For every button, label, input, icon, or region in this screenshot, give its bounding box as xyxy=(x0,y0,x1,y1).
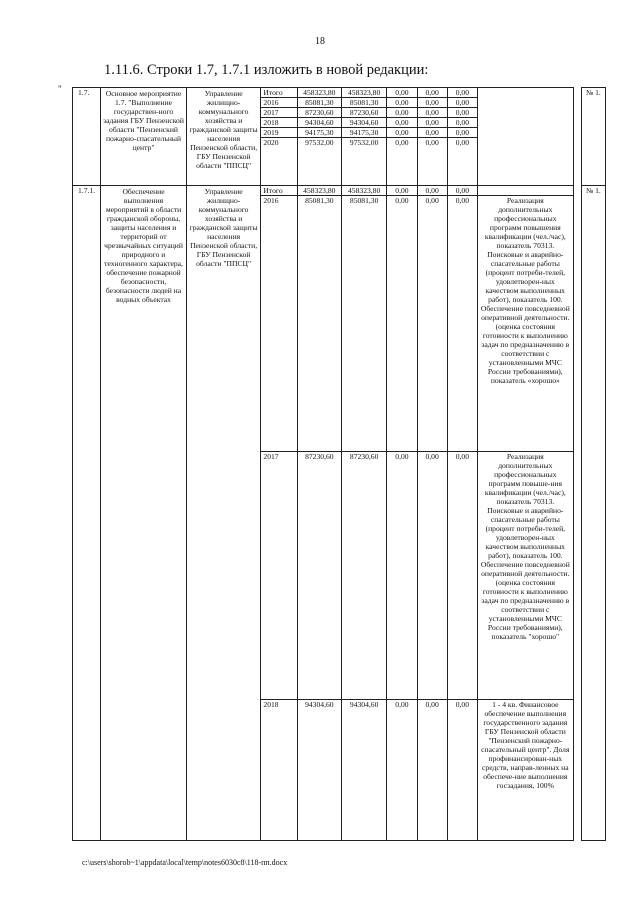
value-cell: 0,00 xyxy=(387,700,417,841)
total-cell: 94304,60 xyxy=(297,118,341,128)
value-cell: 0,00 xyxy=(417,98,447,108)
regional-cell: 87230,60 xyxy=(341,108,386,118)
value-cell: 0,00 xyxy=(387,108,417,118)
value-cell: 0,00 xyxy=(417,88,447,98)
value-cell: 0,00 xyxy=(447,186,477,196)
value-cell: 0,00 xyxy=(387,196,417,452)
value-cell: 0,00 xyxy=(447,452,477,700)
total-cell: 458323,80 xyxy=(297,88,341,98)
value-cell: 0,00 xyxy=(447,138,477,186)
file-path-footer: c:\users\shorob~1\appdata\local\temp\notes6030c8\118-пп.docx xyxy=(82,858,288,867)
value-cell: 0,00 xyxy=(417,700,447,841)
value-cell: 0,00 xyxy=(387,118,417,128)
value-cell: 0,00 xyxy=(417,108,447,118)
total-cell: 94304,60 xyxy=(297,700,341,841)
value-cell: 0,00 xyxy=(387,128,417,138)
year-cell: 2019 xyxy=(261,128,297,138)
activity-description: Основное мероприятие 1.7. "Выполнение государствен-ного задания ГБУ Пензенской области "Пензенский пожарно-спасательный центр" xyxy=(101,88,187,186)
regional-cell: 85081,30 xyxy=(341,98,386,108)
row-1-7-1-total xyxy=(73,186,606,196)
year-cell: 2016 xyxy=(261,196,297,452)
value-cell: 0,00 xyxy=(447,118,477,128)
value-cell: 0,00 xyxy=(447,128,477,138)
executor: Управление жилищно-коммунального хозяйства и гражданской защиты населения Пензенской области, ГБУ Пензенской области "ППСЦ" xyxy=(186,186,261,841)
indicator-cell: 1 - 4 кв. Финансовое обеспечение выполнения государственного задания ГБУ Пензенской области "Пензенский пожарно-спасательный центр". Доля профинансирован-ных средств, направ-ленных на обеспече-ние выполнения госзадания, 100% xyxy=(477,700,573,841)
year-cell: 2016 xyxy=(261,98,297,108)
regional-cell: 85081,30 xyxy=(341,196,386,452)
section-heading: 1.11.6. Строки 1.7, 1.7.1 изложить в новой редакции: xyxy=(104,62,429,78)
activity-description: Обеспечение выполнения мероприятий в области гражданской обороны, защиты населения и территорий от чрезвычайных ситуаций природного и техногенного характера, обеспечение пожарной безопасности, безопасности людей на водных объектах xyxy=(101,186,187,841)
total-cell: 87230,60 xyxy=(297,452,341,700)
year-cell: 2017 xyxy=(261,452,297,700)
value-cell: 0,00 xyxy=(417,138,447,186)
total-cell: 97532,00 xyxy=(297,138,341,186)
regional-cell: 87230,60 xyxy=(341,452,386,700)
year-cell: 2018 xyxy=(261,700,297,841)
total-cell: 87230,60 xyxy=(297,108,341,118)
value-cell: 0,00 xyxy=(417,118,447,128)
value-cell: 0,00 xyxy=(447,88,477,98)
value-cell: 0,00 xyxy=(417,196,447,452)
gap-cell xyxy=(573,88,581,186)
total-cell: 94175,30 xyxy=(297,128,341,138)
row-number: 1.7.1. xyxy=(73,186,101,841)
value-cell: 0,00 xyxy=(387,186,417,196)
regional-cell: 97532,00 xyxy=(341,138,386,186)
value-cell: 0,00 xyxy=(447,108,477,118)
total-cell: 85081,30 xyxy=(297,98,341,108)
year-cell: Итого xyxy=(261,88,297,98)
indicator-cell xyxy=(477,186,573,196)
note-cell: № 1. xyxy=(581,186,605,841)
opening-quote: " xyxy=(58,84,62,94)
total-cell: 458323,80 xyxy=(297,186,341,196)
value-cell: 0,00 xyxy=(447,700,477,841)
gap-cell xyxy=(573,186,581,841)
row-1-7-total xyxy=(73,88,606,98)
value-cell: 0,00 xyxy=(387,138,417,186)
regional-cell: 458323,80 xyxy=(341,186,386,196)
year-cell: 2017 xyxy=(261,108,297,118)
year-cell: Итого xyxy=(261,186,297,196)
value-cell: 0,00 xyxy=(417,186,447,196)
indicator-cell: Реализация дополнительных профессиональных программ повыше-ния квалификации (чел./час), показатель 70313. Поисковые и аварийно-спасательные работы (процент потреби-телей, удовлетворен-ных качеством выполненных работ), показатель 100. Обеспечение повседневной оперативной деятельности. (оценка состояния готовности к выполнению задач по предназначению в соответствии с установленными МЧС России требованиями), показатель "хорошо" xyxy=(477,452,573,700)
total-cell: 85081,30 xyxy=(297,196,341,452)
value-cell: 0,00 xyxy=(417,452,447,700)
regional-cell: 94175,30 xyxy=(341,128,386,138)
indicator-cell: Реализация дополнительных профессиональных программ повышения квалификации (чел./час), показатель 70313. Поисковые и аварийно-спасательные работы (процент потреби-телей, удовлетворен-ных качеством выполненных работ), показатель 100. Обеспечение повседневной оперативной деятельности. (оценка состояния готовности к выполнению задач по предназначению в соответствии с установленными МЧС России требованиями), показатель «хорошо» xyxy=(477,196,573,452)
row-number: 1.7. xyxy=(73,88,101,186)
regional-cell: 458323,80 xyxy=(341,88,386,98)
value-cell: 0,00 xyxy=(387,452,417,700)
regional-cell: 94304,60 xyxy=(341,118,386,128)
executor: Управление жилищно-коммунального хозяйства и гражданской защиты населения Пензенской области, ГБУ Пензенской области "ППСЦ" xyxy=(186,88,261,186)
value-cell: 0,00 xyxy=(447,196,477,452)
year-cell: 2020 xyxy=(261,138,297,186)
regional-cell: 94304,60 xyxy=(341,700,386,841)
value-cell: 0,00 xyxy=(447,98,477,108)
value-cell: 0,00 xyxy=(387,98,417,108)
page-number: 18 xyxy=(315,36,325,47)
note-cell: № 1. xyxy=(581,88,605,186)
budget-table xyxy=(72,87,606,841)
value-cell: 0,00 xyxy=(417,128,447,138)
value-cell: 0,00 xyxy=(387,88,417,98)
year-cell: 2018 xyxy=(261,118,297,128)
indicator-cell xyxy=(477,88,573,186)
